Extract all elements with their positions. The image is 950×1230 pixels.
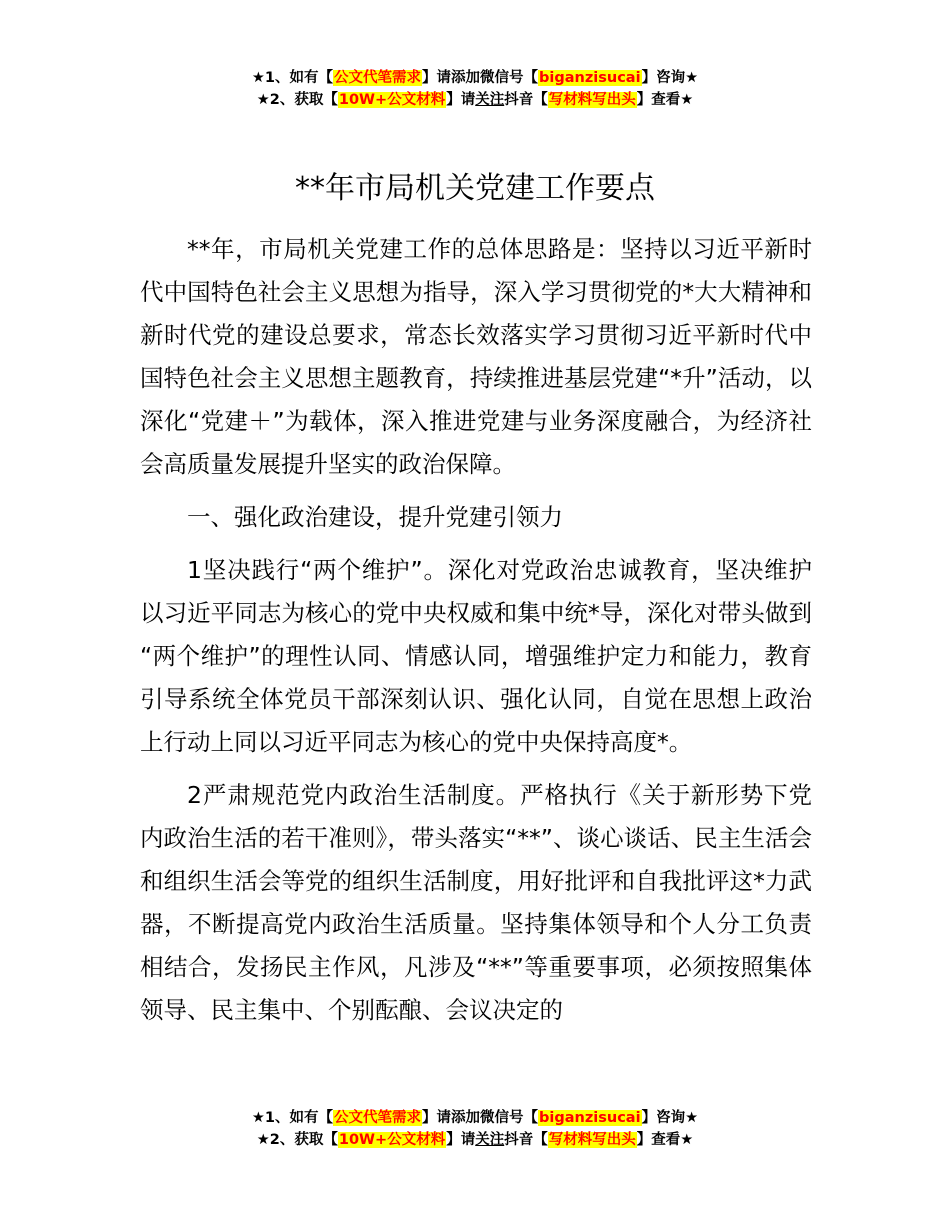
header-banner-text: 抖音【 xyxy=(504,92,548,108)
header-banner-text: 】请添加微信号【 xyxy=(422,70,539,86)
header-banner-text: ★2、获取【 xyxy=(256,92,338,108)
footer-underlined-follow: 关注 xyxy=(475,1132,505,1148)
footer-banner xyxy=(0,1107,950,1151)
footer-banner-text: ★2、获取【 xyxy=(256,1132,338,1148)
header-highlight-douyin-account: 写材料写出头 xyxy=(548,92,636,108)
header-highlight-materials: 10W+公文材料 xyxy=(338,92,446,108)
footer-banner-text: 】咨询★ xyxy=(641,1110,699,1126)
header-banner-text: 】查看★ xyxy=(636,92,694,108)
footer-banner-text: 抖音【 xyxy=(504,1132,548,1148)
header-banner-line-2 xyxy=(0,89,950,111)
footer-highlight-materials: 10W+公文材料 xyxy=(338,1132,446,1148)
header-highlight-service: 公文代笔需求 xyxy=(334,70,422,86)
footer-banner-line-1 xyxy=(0,1107,950,1129)
footer-banner-text: 】查看★ xyxy=(636,1132,694,1148)
footer-banner-text: 】请添加微信号【 xyxy=(422,1110,539,1126)
footer-banner-text: ★1、如有【 xyxy=(251,1110,334,1126)
header-banner-text: 】咨询★ xyxy=(641,70,699,86)
document-body xyxy=(140,228,812,1042)
document-title: **年市局机关党建工作要点 xyxy=(295,171,655,206)
intro-paragraph: **年，市局机关党建工作的总体思路是：坚持以习近平新时代中国特色社会主义思想为指导，深入学习贯彻党的*大大精神和新时代党的建设总要求，常态长效落实学习贯彻习近平新时代中国特色社会主义思想主题教育，持续推进基层党建“*升”活动，以深化“党建＋”为载体，深入推进党建与业务深度融合，为经济社会高质量发展提升坚实的政治保障。 xyxy=(140,235,812,478)
header-underlined-follow: 关注 xyxy=(475,92,505,108)
header-banner-line-1 xyxy=(0,67,950,89)
header-banner xyxy=(0,67,950,111)
header-highlight-wechat-id: biganzisucai xyxy=(539,70,641,86)
footer-highlight-wechat-id: biganzisucai xyxy=(539,1110,641,1126)
header-banner-text: 】请 xyxy=(446,92,476,108)
body-paragraph: 2严肃规范党内政治生活制度。严格执行《关于新形势下党内政治生活的若干准则》，带头落实“**”、谈心谈话、民主生活会和组织生活会等党的组织生活制度，用好批评和自我批评这*力武器，不断提高党内政治生活质量。坚持集体领导和个人分工负责相结合，发扬民主作风，凡涉及“**”等重要事项，必须按照集体领导、民主集中、个别酝酿、会议决定的 xyxy=(140,781,812,1024)
section-heading: 一、强化政治建设，提升党建引领力 xyxy=(187,503,563,531)
footer-banner-line-2 xyxy=(0,1129,950,1151)
footer-banner-text: 】请 xyxy=(446,1132,476,1148)
header-banner-text: ★1、如有【 xyxy=(251,70,334,86)
body-paragraph: 1坚决践行“两个维护”。深化对党政治忠诚教育，坚决维护以习近平同志为核心的党中央权威和集中统*导，深化对带头做到“两个维护”的理性认同、情感认同，增强维护定力和能力，教育引导系统全体党员干部深刻认识、强化认同，自觉在思想上政治上行动上同以习近平同志为核心的党中央保持高度*。 xyxy=(140,556,812,756)
footer-highlight-service: 公文代笔需求 xyxy=(334,1110,422,1126)
footer-highlight-douyin-account: 写材料写出头 xyxy=(548,1132,636,1148)
